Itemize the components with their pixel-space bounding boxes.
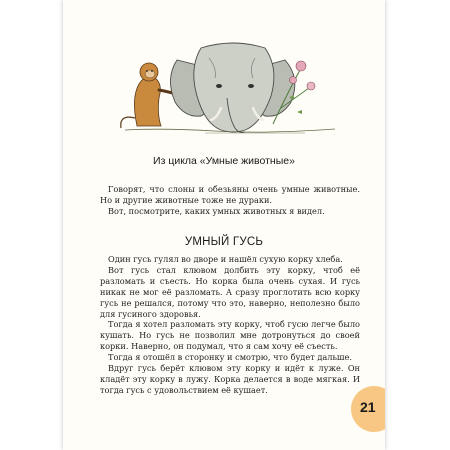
paragraph: Один гусь гулял во дворе и нашёл сухую корку хлеба. bbox=[108, 254, 343, 264]
story-text bbox=[100, 254, 360, 396]
intro-text bbox=[100, 184, 360, 217]
book-page bbox=[63, 0, 385, 450]
elephant-figure bbox=[170, 43, 294, 133]
paragraph: Вдруг гусь берёт клювом эту корку и идёт к луже. Он кладёт эту корку в лужу. Корка делается в воде мягкая. И тогда гусь с удовольствием её кушает. bbox=[100, 363, 360, 395]
paragraph: Тогда я хотел разломать эту корку, чтоб гусю легче было кушать. Но гусь не позволил мне дотронуться до своей корки. Наверно, он подумал, что я сам хочу её съесть. bbox=[100, 319, 360, 352]
paragraph: Говорят, что слоны и обезьяны очень умные животные. Но и другие животные тоже не дураки. bbox=[100, 184, 360, 205]
story-title: УМНЫЙ ГУСЬ bbox=[184, 236, 264, 248]
paragraph: Вот гусь стал клювом долбить эту корку, чтоб её разломать и съесть. Но корка была очень сухая. И гусь никак не мог её разломать. А сразу проглотить всю корку гусь не решался, потому что это, наверно, неполезно было для гусиного здоровья. bbox=[100, 264, 360, 319]
monkey-elephant-illustration bbox=[105, 38, 337, 138]
paragraph: Вот, посмотрите, каких умных животных я видел. bbox=[108, 205, 325, 216]
section-title: Из цикла «Умные животные» bbox=[153, 155, 295, 167]
page-number-badge bbox=[351, 386, 385, 432]
paragraph: Тогда я отошёл в сторонку и смотрю, что будет дальше. bbox=[108, 352, 352, 363]
page-number: 21 bbox=[360, 399, 376, 415]
